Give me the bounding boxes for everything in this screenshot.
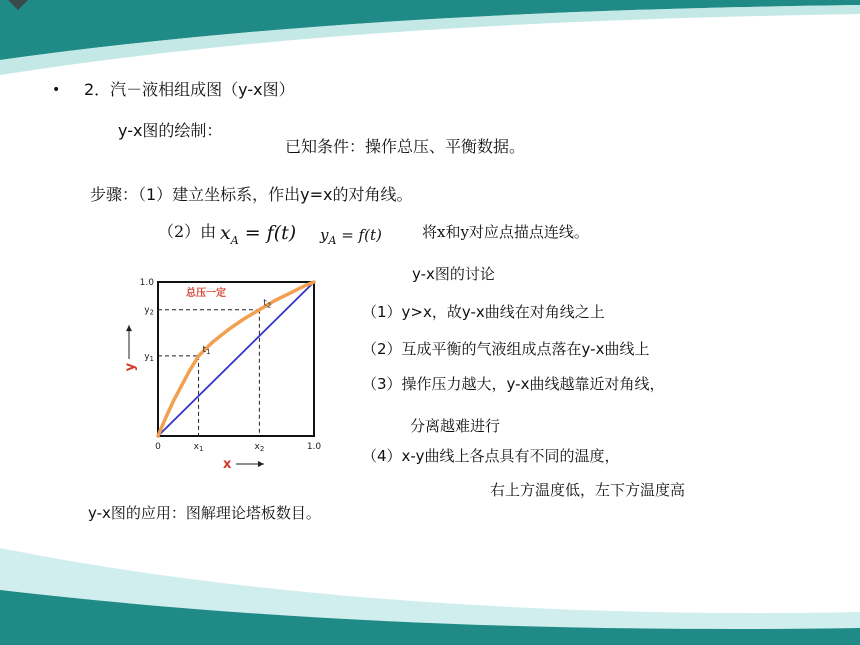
discussion-point-4-cont: 右上方温度低，左下方温度高 bbox=[490, 481, 686, 499]
formula-xa-rest: = f(t) bbox=[238, 222, 297, 244]
discussion-point-3-cont: 分离越难进行 bbox=[410, 417, 501, 435]
x-tick-label: $x_1$ bbox=[193, 442, 204, 453]
step2-suffix: 将x和y对应点描点连线。 bbox=[422, 223, 589, 241]
x-axis-arrowhead bbox=[258, 461, 264, 467]
drawing-label: y-x图的绘制： bbox=[118, 121, 223, 140]
discussion-point-2: （2）互成平衡的气液组成点落在y-x曲线上 bbox=[362, 340, 650, 358]
steps-line-1: 步骤：（1）建立坐标系，作出y=x的对角线。 bbox=[90, 185, 413, 204]
discussion-point-3: （3）操作压力越大，y-x曲线越靠近对角线， bbox=[362, 375, 665, 393]
formula-xa-var: x bbox=[220, 222, 231, 244]
point-label-t1: $t_1$ bbox=[202, 344, 211, 356]
formula-ya-rest: = f(t) bbox=[336, 226, 382, 244]
diagonal-line bbox=[158, 282, 314, 436]
section-heading: 2．汽－液相组成图（y-x图） bbox=[84, 80, 295, 99]
known-conditions: 已知条件：操作总压、平衡数据。 bbox=[285, 137, 526, 156]
x-axis-title: x bbox=[223, 457, 232, 472]
x-tick-label: 0 bbox=[155, 442, 161, 452]
x-tick-label: 1.0 bbox=[306, 442, 322, 452]
point-label-t2: $t_2$ bbox=[263, 298, 272, 310]
x-tick-label: $x_2$ bbox=[254, 442, 265, 453]
bullet: • bbox=[52, 82, 61, 98]
formula-xa bbox=[220, 222, 296, 247]
formula-ya-var: y bbox=[320, 226, 329, 244]
formula-ya-sub: A bbox=[328, 234, 337, 247]
discussion-point-4: （4）x-y曲线上各点具有不同的温度， bbox=[362, 447, 620, 465]
formula-ya bbox=[320, 226, 382, 247]
y-tick-label: 1.0 bbox=[139, 278, 154, 288]
y-axis-arrowhead bbox=[126, 325, 132, 331]
y-tick-label: $y_1$ bbox=[144, 351, 154, 363]
yx-chart bbox=[120, 270, 335, 475]
discussion-point-1: （1）y>x，故y-x曲线在对角线之上 bbox=[362, 303, 605, 321]
step2-prefix: （2）由 bbox=[158, 222, 217, 241]
chart-annotation: 总压一定 bbox=[186, 288, 226, 299]
application-line: y-x图的应用：图解理论塔板数目。 bbox=[88, 504, 321, 522]
discussion-title: y-x图的讨论 bbox=[412, 265, 495, 283]
y-axis-title: y bbox=[123, 362, 138, 372]
formula-xa-sub: A bbox=[230, 233, 239, 247]
y-tick-label: $y_2$ bbox=[144, 305, 154, 317]
